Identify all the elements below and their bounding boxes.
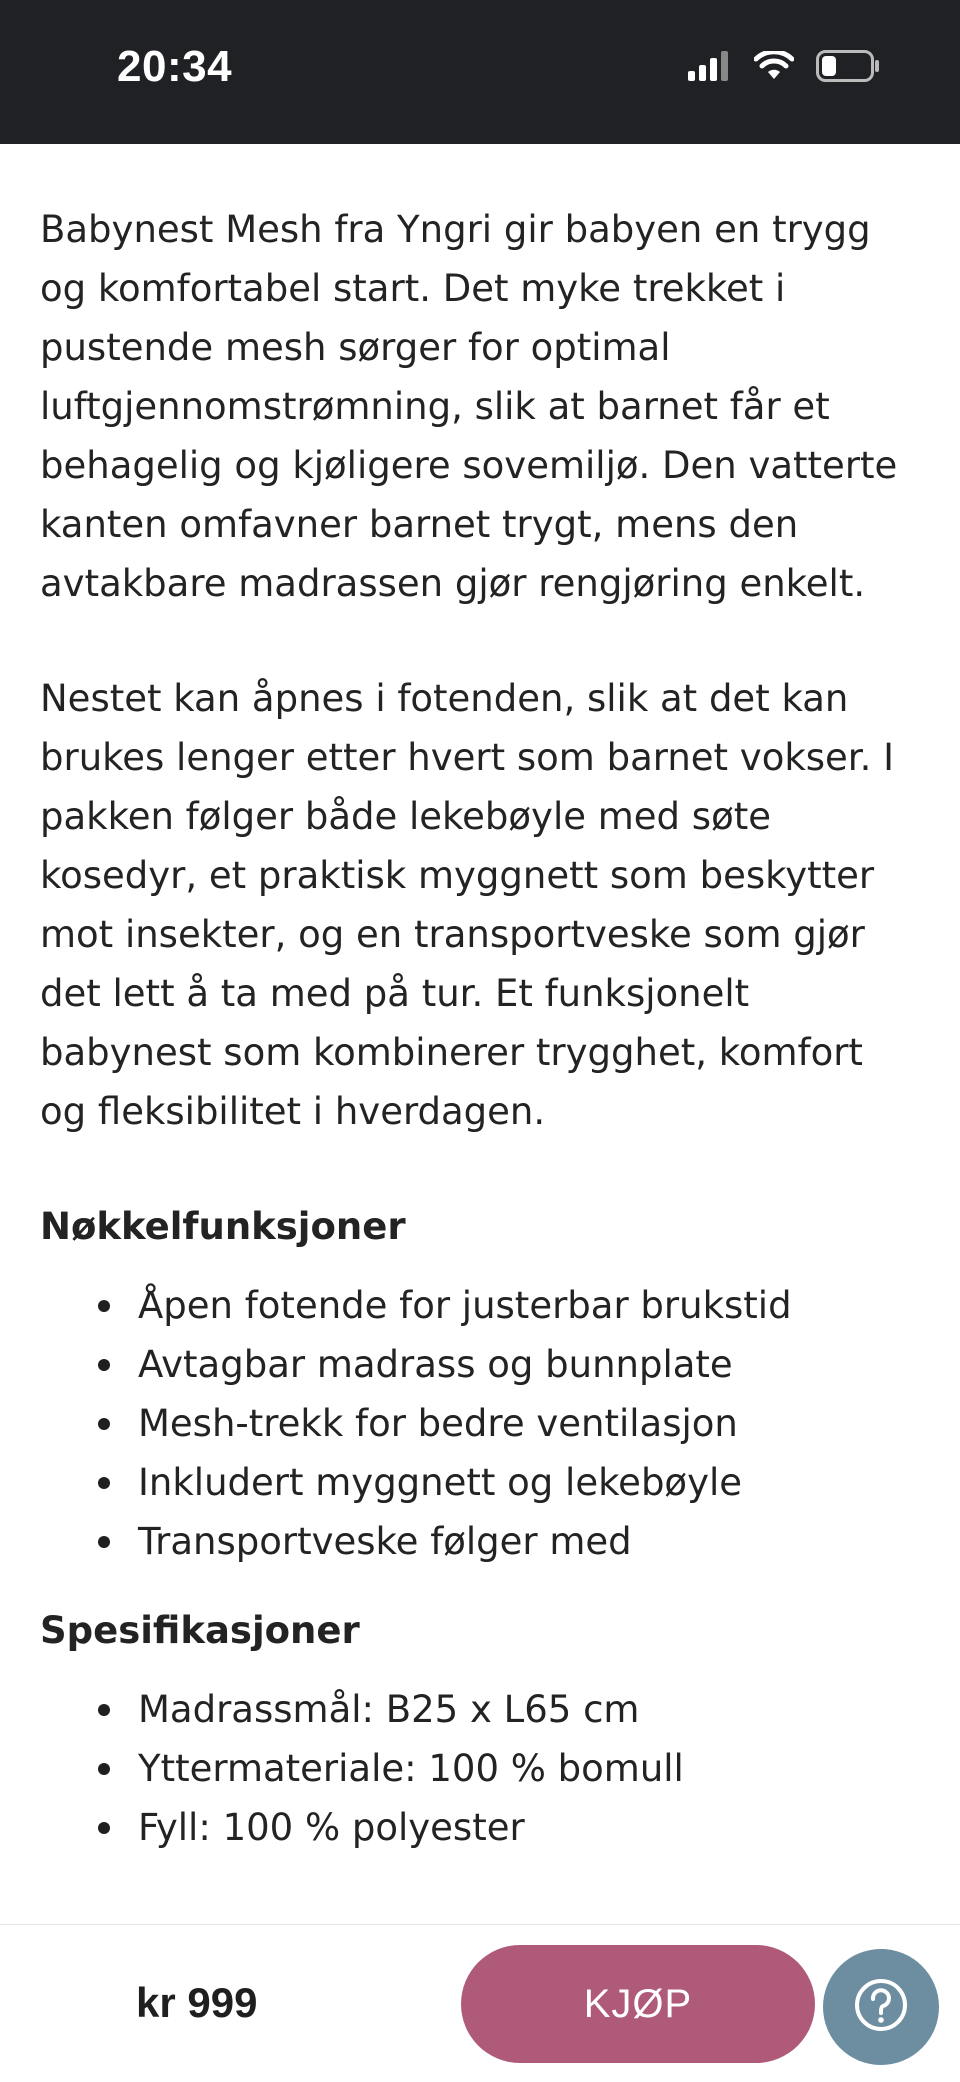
battery-icon — [816, 50, 880, 86]
description-paragraph: Babynest Mesh fra Yngri gir babyen en trygg og komfortabel start. Det myke trekket i pustende mesh sørger for optimal luftgjennomstrømning, slik at barnet får et behagelig og kjøligere sovemiljø. Den vatterte kanten omfavner barnet trygt, mens den avtakbare madrassen gjør rengjøring enkelt. — [40, 208, 898, 605]
buy-button[interactable]: KJØP — [461, 1945, 815, 2063]
status-icons — [688, 50, 880, 86]
list-item: Inkludert myggnett og lekebøyle — [98, 1453, 920, 1512]
list-item: Madrassmål: B25 x L65 cm — [98, 1680, 920, 1739]
specs-list — [40, 1680, 920, 1857]
description-paragraph: Nestet kan åpnes i fotenden, slik at det kan brukes lenger etter hvert som barnet vokser. I pakken følger både lekebøyle med søte kosedyr, et praktisk myggnett som beskytter mot insekter, og en transportveske som gjør det lett å ta med på tur. Et funksjonelt babynest som kombinerer trygghet, komfort og fleksibilitet i hverdagen. — [40, 677, 895, 1133]
product-description — [40, 200, 920, 1887]
status-bar — [0, 0, 960, 144]
list-item: Åpen fotende for justerbar brukstid — [98, 1276, 920, 1335]
status-time: 20:34 — [117, 42, 233, 91]
list-item: Mesh-trekk for bedre ventilasjon — [98, 1394, 920, 1453]
list-item: Transportveske følger med — [98, 1512, 920, 1571]
signal-icon — [688, 51, 732, 85]
features-heading: Nøkkelfunksjoner — [40, 1205, 406, 1248]
list-item: Yttermateriale: 100 % bomull — [98, 1739, 920, 1798]
wifi-icon — [754, 51, 794, 85]
list-item: Avtagbar madrass og bunnplate — [98, 1335, 920, 1394]
specs-heading: Spesifikasjoner — [40, 1609, 360, 1652]
purchase-bar — [0, 1924, 960, 2082]
list-item: Fyll: 100 % polyester — [98, 1798, 920, 1857]
price-label: kr 999 — [136, 1979, 258, 2026]
features-list — [40, 1276, 920, 1571]
help-button[interactable] — [823, 1949, 939, 2065]
question-mark-icon — [853, 1977, 909, 2037]
